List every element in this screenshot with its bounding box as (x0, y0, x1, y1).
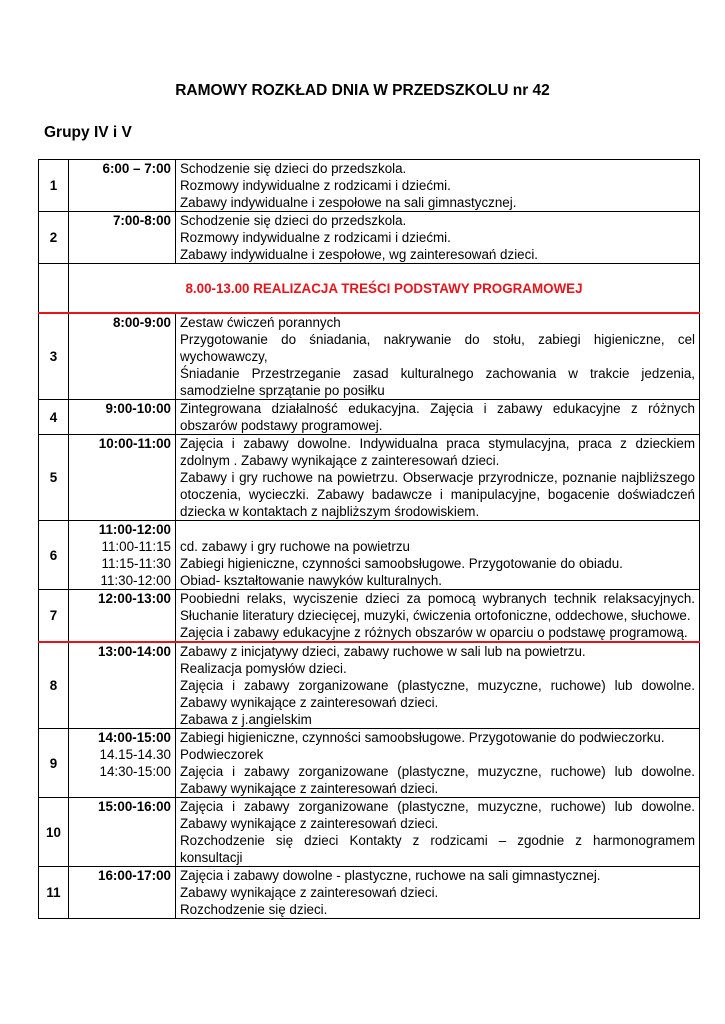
activity-line: Zajęcia i zabawy edukacyjne z różnych obszarów w oparciu o podstawę programową. (180, 625, 688, 640)
row-number: 4 (39, 400, 69, 435)
activity-line: Zabawy z inicjatywy dzieci, zabawy ruchowe w sali lub na powietrzu. (180, 644, 586, 659)
schedule-table (38, 159, 700, 919)
activity-line: Schodzenie się dzieci do przedszkola. (180, 213, 407, 228)
time-cell (69, 521, 176, 590)
time-cell (69, 729, 176, 798)
activity-line: Rozchodzenie się dzieci Kontakty z rodzicami – zgodnie z harmonogramem konsultacji (180, 833, 695, 865)
activity-line: Przygotowanie do śniadania, nakrywanie do stołu, zabiegi higieniczne, cel wychowawczy, (180, 332, 695, 364)
time-cell (69, 400, 176, 435)
row-number: 5 (39, 435, 69, 521)
time-range: 11:00-11:15 (101, 539, 171, 554)
row-number: 7 (39, 590, 69, 643)
time-range: 11:00-12:00 (98, 522, 171, 537)
schedule-row (39, 435, 700, 521)
activity-cell (176, 590, 700, 643)
activity-cell (176, 400, 700, 435)
activity-line: Śniadanie Przestrzeganie zasad kulturalnego zachowania w trakcie jedzenia, samodzielne sprzątanie po posiłku (180, 366, 695, 398)
schedule-row (39, 212, 700, 264)
activity-line: Zajęcia i zabawy zorganizowane (plastyczne, muzyczne, ruchowe) lub dowolne. Zabawy wynikające z zainteresowań dzieci. (180, 799, 695, 831)
row-number: 1 (39, 160, 69, 212)
schedule-row (39, 798, 700, 867)
activity-line: Schodzenie się dzieci do przedszkola. (180, 161, 407, 176)
activity-line: Zestaw ćwiczeń porannych (180, 315, 341, 330)
time-range: 14:30-15:00 (99, 764, 171, 779)
activity-line: cd. zabawy i gry ruchowe na powietrzu (180, 539, 410, 554)
activity-cell (176, 798, 700, 867)
time-cell (69, 435, 176, 521)
activity-line: Zajęcia i zabawy zorganizowane (plastyczne, muzyczne, ruchowe) lub dowolne. Zabawy wynikające z zainteresowań dzieci. (180, 678, 695, 710)
time-cell (69, 212, 176, 264)
activity-line: Zajęcia i zabawy dowolne. Indywidualna praca stymulacyjna, praca z dzieckiem zdolnym . Zabawy wynikające z zainteresowań dzieci. (180, 436, 695, 468)
row-number: 11 (39, 867, 69, 919)
activity-line: Rozmowy indywidualne z rodzicami i dziećmi. (180, 178, 451, 193)
activity-line: Zabawa z j.angielskim (180, 712, 312, 727)
activity-line: Zajęcia i zabawy zorganizowane (plastyczne, muzyczne, ruchowe) lub dowolne. Zabawy wynikające z zainteresowań dzieci. (180, 764, 695, 796)
activity-cell (176, 521, 700, 590)
activity-cell (176, 642, 700, 729)
activity-cell (176, 160, 700, 212)
time-cell (69, 867, 176, 919)
banner-empty-cell (39, 264, 69, 314)
activity-cell (176, 729, 700, 798)
time-range: 12:00-13:00 (98, 591, 171, 606)
row-number: 2 (39, 212, 69, 264)
page-title: RAMOWY ROZKŁAD DNIA W PRZEDSZKOLU nr 42 (175, 82, 550, 99)
time-range: 7:00-8:00 (112, 213, 171, 228)
row-number: 3 (39, 313, 69, 400)
time-cell (69, 160, 176, 212)
time-range: 11:15-11:30 (101, 556, 171, 571)
groups-subtitle: Grupy IV i V (44, 124, 132, 141)
schedule-row (39, 867, 700, 919)
activity-line: Zabawy indywidualne i zespołowe na sali gimnastycznej. (180, 195, 517, 210)
activity-line: Zajęcia i zabawy dowolne - plastyczne, ruchowe na sali gimnastycznej. (180, 868, 601, 883)
activity-line: Zabawy i gry ruchowe na powietrzu. Obserwacje przyrodnicze, poznanie najbliższego otoczenia, wycieczki. Zabawy badawcze i manipulacyjne, bogacenie doświadczeń dziecka w kontaktach z najbliższym środowiskiem. (180, 470, 695, 519)
activity-cell (176, 212, 700, 264)
row-number: 9 (39, 729, 69, 798)
time-range: 9:00-10:00 (105, 401, 171, 416)
activity-line: Poobiedni relaks, wyciszenie dzieci za pomocą wybranych technik relaksacyjnych. Słuchanie literatury dziecięcej, muzyki, ćwiczenia ortofoniczne, oddechowe, słuchowe. (180, 591, 695, 623)
row-number: 6 (39, 521, 69, 590)
program-banner: 8.00-13.00 REALIZACJA TREŚCI PODSTAWY PROGRAMOWEJ (69, 264, 700, 314)
activity-line: Rozchodzenie się dzieci. (180, 902, 328, 917)
activity-line: Zabawy wynikające z zainteresowań dzieci. (180, 885, 439, 900)
row-number: 10 (39, 798, 69, 867)
time-range: 16:00-17:00 (98, 868, 171, 883)
activity-line: Rozmowy indywidualne z rodzicami i dziećmi. (180, 230, 451, 245)
activity-cell (176, 435, 700, 521)
schedule-row (39, 521, 700, 590)
activity-line: Zabawy indywidualne i zespołowe, wg zainteresowań dzieci. (180, 247, 539, 262)
activity-cell (176, 313, 700, 400)
schedule-row (39, 400, 700, 435)
schedule-row (39, 729, 700, 798)
row-number: 8 (39, 642, 69, 729)
schedule-body (39, 160, 700, 919)
schedule-row (39, 313, 700, 400)
activity-line: Zabiegi higieniczne, czynności samoobsługowe. Przygotowanie do obiadu. (180, 556, 623, 571)
activity-cell (176, 867, 700, 919)
program-banner-row (39, 264, 700, 314)
schedule-row (39, 160, 700, 212)
activity-line: Realizacja pomysłów dzieci. (180, 661, 347, 676)
activity-line: Zabiegi higieniczne, czynności samoobsługowe. Przygotowanie do podwieczorku. (180, 730, 665, 745)
time-range: 14.15-14.30 (99, 747, 171, 762)
activity-line (180, 521, 695, 538)
schedule-row (39, 590, 700, 643)
activity-line: Podwieczorek (180, 747, 264, 762)
time-cell (69, 798, 176, 867)
time-range: 13:00-14:00 (98, 644, 171, 659)
time-range: 10:00-11:00 (98, 436, 171, 451)
time-cell (69, 642, 176, 729)
activity-line: Obiad- kształtowanie nawyków kulturalnych. (180, 573, 442, 588)
time-cell (69, 590, 176, 643)
time-cell (69, 313, 176, 400)
time-range: 14:00-15:00 (98, 730, 171, 745)
activity-line: Zintegrowana działalność edukacyjna. Zajęcia i zabawy edukacyjne z różnych obszarów podstawy programowej. (180, 401, 695, 433)
schedule-row (39, 642, 700, 729)
time-range: 15:00-16:00 (98, 799, 171, 814)
time-range: 8:00-9:00 (112, 315, 171, 330)
time-range: 11:30-12:00 (100, 573, 171, 588)
time-range: 6:00 – 7:00 (102, 161, 171, 176)
